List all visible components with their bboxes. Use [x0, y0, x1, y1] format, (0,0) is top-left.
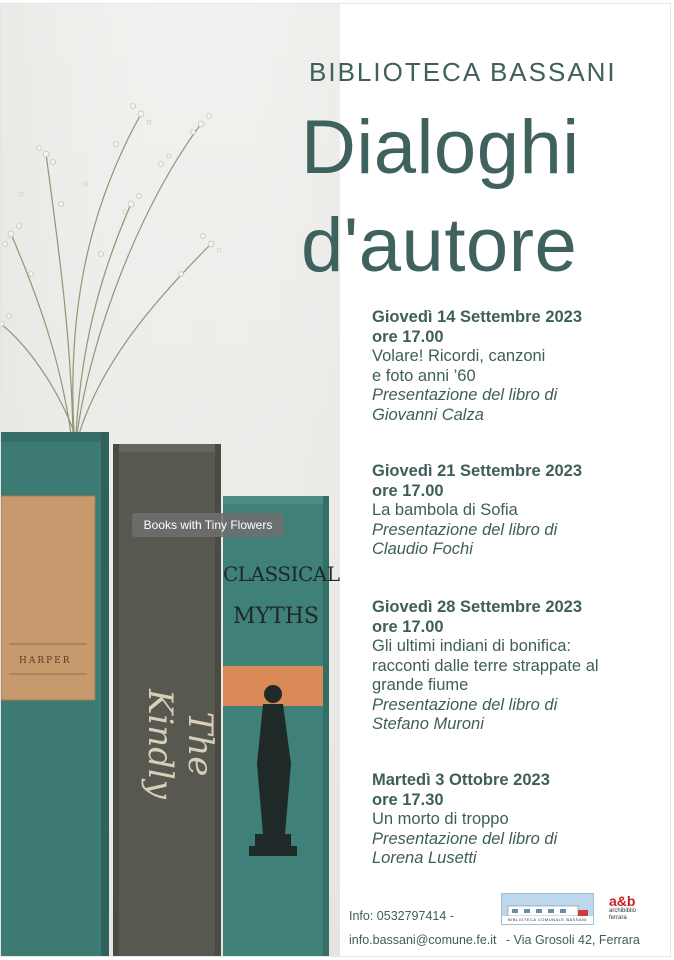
event-time: ore 17.00 [372, 481, 444, 500]
event-title: Volare! Ricordi, canzoni [372, 347, 546, 365]
right-book-title-1: CLASSICAL [223, 562, 340, 586]
event-presentation: Presentazione del libro di [372, 520, 558, 539]
event-presentation: Presentazione del libro di [372, 829, 558, 848]
books-photo [1, 4, 340, 956]
image-tooltip: Books with Tiny Flowers [132, 513, 284, 537]
event-title: Gli ultimi indiani di bonifica: [372, 637, 572, 655]
event-date: Giovedì 28 Settembre 2023 [372, 598, 583, 616]
logo-ab-mark: a&b [609, 893, 636, 909]
event-item [372, 771, 662, 869]
event-time: ore 17.00 [372, 327, 444, 346]
event-presentation: Presentazione del libro di [372, 386, 558, 404]
event-date: Martedì 3 Ottobre 2023 [372, 771, 550, 789]
event-item [372, 308, 662, 425]
event-author: Stefano Muroni [372, 715, 484, 733]
event-presentation: Presentazione del libro di [372, 695, 558, 714]
event-date: Giovedì 14 Settembre 2023 [372, 308, 583, 326]
middle-book-title: The Kindly [140, 688, 220, 800]
info-phone: Info: 0532797414 - [349, 909, 454, 923]
left-book [1, 432, 109, 956]
event-title: La bambola di Sofia [372, 501, 518, 519]
left-book-label: HARPER [19, 656, 72, 666]
event-time: ore 17.00 [372, 617, 444, 636]
event-date: Giovedì 21 Settembre 2023 [372, 462, 583, 480]
event-author: Lorena Lusetti [372, 849, 477, 867]
books-illustration [1, 4, 340, 956]
logo-ab-sub2: ferrara [609, 915, 627, 921]
event-title: Un morto di troppo [372, 810, 509, 828]
logo-bassani-text: BIBLIOTECA COMUNALE BASSANI [502, 916, 593, 924]
event-poster [0, 3, 671, 957]
title-line-2: d'autore [301, 203, 578, 288]
right-book [223, 496, 340, 956]
info-email[interactable]: info.bassani@comune.fe.it [349, 933, 497, 947]
right-book-title-2: MYTHS [233, 604, 319, 629]
library-name: BIBLIOTECA BASSANI [309, 57, 617, 87]
event-title: racconti dalle terre strappate al [372, 656, 599, 675]
event-author: Claudio Fochi [372, 540, 473, 558]
event-author: Giovanni Calza [372, 405, 484, 424]
info-address: - Via Grosoli 42, Ferrara [506, 933, 640, 947]
building-icon [502, 896, 593, 918]
event-item [372, 598, 662, 735]
logo-ab-sub1: archibiblio [609, 908, 637, 914]
biblioteca-bassani-logo [501, 893, 594, 925]
event-title: grande fiume [372, 676, 469, 694]
event-time: ore 17.30 [372, 790, 444, 809]
title-line-1: Dialoghi [301, 105, 580, 190]
event-title: e foto anni ’60 [372, 366, 476, 385]
archibiblio-logo [609, 894, 643, 924]
event-item [372, 462, 662, 560]
